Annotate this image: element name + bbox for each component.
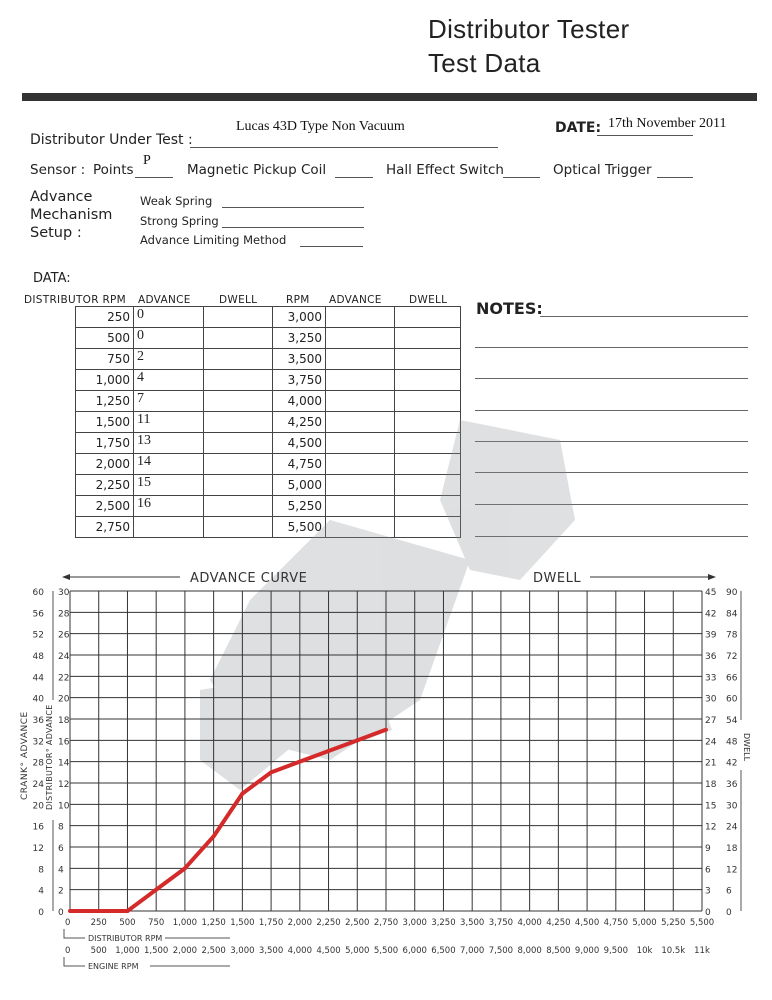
title-line-2: Test Data [428, 48, 541, 78]
y-tick-label-crank: 4 [38, 886, 44, 897]
y-tick-label-crank: 20 [32, 801, 44, 812]
sensor-option-points: Points [93, 162, 134, 178]
col-header-advance-2: ADVANCE [329, 294, 382, 306]
y-tick-label-dwell: 42 [705, 609, 717, 620]
weak-spring-label: Weak Spring [140, 194, 213, 208]
engine-rpm-tick-label: 6,500 [431, 946, 456, 956]
sensor-option-magnetic: Magnetic Pickup Coil [187, 162, 327, 178]
y-tick-label-dwell: 12 [705, 822, 717, 833]
col-header-rpm: RPM [286, 294, 310, 306]
advance-curve-segment [357, 730, 386, 741]
y-tick-label-distributor: 14 [58, 758, 70, 769]
distributor-rpm-cell: 2,000 [76, 454, 134, 475]
rpm-cell: 5,000 [273, 475, 326, 496]
advance-cell[interactable]: 14 [134, 454, 204, 475]
x-tick-label: 5,250 [661, 918, 686, 928]
y-tick-label-dwell-2: 78 [726, 630, 738, 641]
distributor-rpm-cell: 250 [76, 307, 134, 328]
y-tick-label-distributor: 26 [58, 630, 70, 641]
advance-label-line-1: Advance [30, 189, 93, 205]
distributor-rpm-cell: 1,000 [76, 370, 134, 391]
rpm-cell: 4,500 [273, 433, 326, 454]
y-tick-label-crank: 28 [32, 758, 44, 769]
engine-rpm-tick-label: 9,000 [574, 946, 600, 956]
y-tick-label-crank: 32 [32, 737, 44, 748]
x-tick-label: 3,750 [488, 918, 514, 928]
advance-cell[interactable]: 15 [134, 475, 204, 496]
y-tick-label-dwell: 39 [705, 630, 717, 641]
y-tick-label-crank: 12 [32, 844, 44, 854]
y-tick-label-dwell: 24 [705, 737, 717, 748]
engine-rpm-tick-label: 10k [636, 946, 653, 956]
distributor-rpm-cell: 2,250 [76, 475, 134, 496]
distributor-rpm-cell: 1,500 [76, 412, 134, 433]
distributor-rpm-cell: 750 [76, 349, 134, 370]
col-header-distributor-rpm: DISTRIBUTOR RPM [24, 294, 127, 306]
y-tick-label-dwell: 30 [705, 694, 717, 705]
y-tick-label-dwell: 0 [705, 908, 711, 918]
x-tick-label: 1,500 [230, 918, 255, 928]
col-header-advance: ADVANCE [138, 294, 191, 306]
x-axis-label: DISTRIBUTOR RPM [88, 934, 163, 943]
y-tick-label-distributor: 10 [58, 801, 70, 812]
y-tick-label-distributor: 8 [58, 822, 64, 833]
advance-label-line-3: Setup : [30, 225, 82, 241]
rpm-cell: 3,250 [273, 328, 326, 349]
distributor-rpm-cell: 1,250 [76, 391, 134, 412]
y-tick-label-dwell: 45 [705, 588, 717, 598]
date-value[interactable]: 17th November 2011 [608, 116, 727, 131]
x-tick-label: 3,250 [431, 918, 456, 928]
sensor-label: Sensor : [30, 162, 86, 178]
advance-limiting-label: Advance Limiting Method [140, 233, 287, 247]
sensor-option-hall: Hall Effect Switch [386, 162, 504, 178]
x-tick-label: 3,000 [402, 918, 427, 928]
y-tick-label-dwell: 3 [705, 886, 711, 897]
distributor-label: Distributor Under Test : [30, 132, 193, 148]
x-tick-label: 750 [148, 918, 165, 928]
y-tick-label-dwell: 27 [705, 716, 717, 726]
y-tick-label-dwell: 9 [705, 844, 711, 854]
advance-curve-segment [271, 762, 300, 773]
advance-curve-segment [156, 868, 185, 889]
y-tick-label-dwell-2: 90 [726, 588, 738, 598]
y-tick-label-crank: 24 [32, 780, 44, 790]
engine-rpm-tick-label: 500 [90, 946, 107, 956]
y-axis-label-distributor: DISTRIBUTOR° ADVANCE [45, 704, 54, 810]
y-tick-label-dwell-2: 18 [726, 844, 738, 854]
y-tick-label-dwell-2: 60 [726, 694, 738, 705]
y-tick-label-dwell: 18 [705, 780, 717, 790]
engine-rpm-tick-label: 2,500 [201, 946, 226, 956]
rpm-cell: 4,000 [273, 391, 326, 412]
y-tick-label-dwell: 21 [705, 758, 717, 769]
engine-rpm-tick-label: 1,000 [115, 946, 140, 956]
engine-rpm-tick-label: 5,000 [345, 946, 370, 956]
rpm-cell: 5,500 [273, 517, 326, 538]
engine-rpm-tick-label: 1,500 [144, 946, 169, 956]
y-tick-label-dwell: 33 [705, 673, 717, 684]
x-tick-label: 2,500 [345, 918, 370, 928]
y-tick-label-dwell: 6 [705, 865, 711, 876]
date-label: DATE: [555, 120, 602, 136]
advance-cell[interactable]: 13 [134, 433, 204, 454]
distributor-rpm-cell: 2,750 [76, 517, 134, 538]
y-tick-label-crank: 36 [32, 716, 44, 726]
y-tick-label-dwell: 36 [705, 652, 717, 662]
advance-curve-segment [185, 836, 214, 868]
chart-title-advance-curve: ADVANCE CURVE [190, 571, 308, 586]
y-tick-label-distributor: 28 [58, 609, 70, 620]
engine-rpm-tick-label: 5,500 [373, 946, 399, 956]
y-tick-label-dwell-2: 42 [726, 758, 738, 769]
y-tick-label-dwell-2: 30 [726, 801, 738, 812]
advance-curve-segment [214, 794, 243, 837]
notes-label: NOTES: [476, 299, 543, 318]
advance-cell[interactable]: 4 [134, 370, 204, 391]
y-tick-label-dwell-2: 48 [726, 737, 738, 748]
x-tick-label: 4,500 [574, 918, 600, 928]
x-tick-label: 500 [119, 918, 136, 928]
y-tick-label-distributor: 22 [58, 673, 70, 684]
col-header-dwell-2: DWELL [409, 294, 448, 306]
engine-rpm-tick-label: 11k [694, 946, 710, 956]
chart-title-dwell: DWELL [533, 571, 582, 586]
y-tick-label-dwell-2: 66 [726, 673, 738, 684]
engine-rpm-tick-label: 4,000 [287, 946, 312, 956]
arrow-right-icon [708, 574, 716, 580]
x-tick-label: 5,500 [689, 918, 715, 928]
y-tick-label-dwell-2: 0 [726, 908, 732, 918]
y-tick-label-crank: 56 [32, 609, 44, 620]
engine-rpm-tick-label: 9,500 [603, 946, 628, 956]
y-tick-label-distributor: 24 [58, 652, 70, 662]
rpm-cell: 3,500 [273, 349, 326, 370]
y-tick-label-distributor: 18 [58, 716, 70, 726]
x-tick-label: 3,500 [460, 918, 485, 928]
y-tick-label-distributor: 2 [58, 886, 64, 897]
x-tick-label: 1,750 [258, 918, 284, 928]
x-tick-label: 250 [90, 918, 107, 928]
y-tick-label-crank: 0 [38, 908, 44, 918]
y-tick-label-distributor: 6 [58, 844, 64, 854]
y-tick-label-dwell-2: 54 [726, 716, 738, 726]
rpm-cell: 5,250 [273, 496, 326, 517]
x-tick-label: 4,250 [546, 918, 571, 928]
x-tick-label: 0 [65, 918, 71, 928]
y-tick-label-crank: 16 [32, 822, 44, 833]
engine-rpm-tick-label: 3,000 [230, 946, 255, 956]
advance-curve-segment [300, 751, 329, 762]
col-header-dwell: DWELL [219, 294, 258, 306]
y-tick-label-dwell-2: 24 [726, 822, 738, 833]
advance-cell[interactable]: 2 [134, 349, 204, 370]
sensor-option-optical: Optical Trigger [553, 162, 652, 178]
y-tick-label-dwell-2: 6 [726, 886, 732, 897]
advance-curve-segment [329, 740, 358, 751]
advance-cell[interactable]: 0 [134, 307, 204, 328]
y-tick-label-crank: 44 [32, 673, 44, 684]
y-tick-label-crank: 8 [38, 865, 44, 876]
y-tick-label-distributor: 4 [58, 865, 64, 876]
advance-label-line-2: Mechanism [30, 207, 113, 223]
y-tick-label-dwell-2: 12 [726, 865, 738, 876]
y-tick-label-dwell: 15 [705, 801, 717, 812]
engine-rpm-tick-label: 7,500 [488, 946, 514, 956]
engine-rpm-tick-label: 3,500 [258, 946, 284, 956]
x-tick-label: 4,000 [517, 918, 542, 928]
y-tick-label-distributor: 0 [58, 908, 64, 918]
y-tick-label-crank: 52 [32, 630, 44, 641]
engine-rpm-tick-label: 0 [65, 946, 71, 956]
engine-rpm-tick-label: 10.5k [661, 946, 686, 956]
rpm-cell: 4,750 [273, 454, 326, 475]
title-line-1: Distributor Tester [428, 14, 630, 44]
engine-rpm-tick-label: 6,000 [402, 946, 427, 956]
points-value[interactable]: P [143, 153, 151, 168]
x-tick-label: 2,750 [373, 918, 399, 928]
x-tick-label: 5,000 [632, 918, 657, 928]
engine-axis-bracket [64, 957, 85, 966]
engine-rpm-tick-label: 8,500 [546, 946, 571, 956]
rpm-cell: 3,000 [273, 307, 326, 328]
y-tick-label-distributor: 16 [58, 737, 70, 748]
engine-rpm-tick-label: 4,500 [316, 946, 341, 956]
engine-rpm-label: ENGINE RPM [88, 962, 139, 971]
y-tick-label-crank: 60 [32, 588, 44, 598]
rpm-cell: 4,250 [273, 412, 326, 433]
x-tick-label: 2,000 [287, 918, 312, 928]
advance-cell[interactable]: 16 [134, 496, 204, 517]
engine-rpm-tick-label: 8,000 [517, 946, 542, 956]
x-tick-label: 1,000 [172, 918, 198, 928]
y-tick-label-dwell-2: 72 [726, 652, 738, 662]
advance-cell[interactable]: 7 [134, 391, 204, 412]
x-tick-label: 1,250 [201, 918, 226, 928]
distributor-rpm-cell: 500 [76, 328, 134, 349]
distributor-rpm-cell: 2,500 [76, 496, 134, 517]
y-tick-label-dwell-2: 36 [726, 780, 738, 790]
y-tick-label-crank: 48 [32, 652, 44, 662]
engine-rpm-tick-label: 7,000 [460, 946, 485, 956]
y-axis-label-crank: CRANK° ADVANCE [20, 711, 30, 800]
y-tick-label-distributor: 20 [58, 694, 70, 705]
distributor-value[interactable]: Lucas 43D Type Non Vacuum [236, 119, 405, 134]
y-tick-label-distributor: 30 [58, 588, 70, 598]
strong-spring-label: Strong Spring [140, 214, 219, 228]
distributor-rpm-cell: 1,750 [76, 433, 134, 454]
engine-rpm-tick-label: 2,000 [172, 946, 198, 956]
data-title: DATA: [33, 271, 71, 286]
y-tick-label-dwell-2: 84 [726, 609, 738, 620]
advance-cell[interactable]: 11 [134, 412, 204, 433]
x-axis-bracket [64, 929, 85, 938]
rpm-cell: 3,750 [273, 370, 326, 391]
y-tick-label-crank: 40 [32, 694, 44, 705]
y-axis-label-dwell: DWELL [742, 733, 751, 762]
arrow-left-icon [62, 574, 70, 580]
y-tick-label-distributor: 12 [58, 780, 70, 790]
x-tick-label: 2,250 [316, 918, 341, 928]
advance-cell[interactable]: 0 [134, 328, 204, 349]
x-tick-label: 4,750 [603, 918, 628, 928]
advance-curve-segment [127, 890, 156, 911]
